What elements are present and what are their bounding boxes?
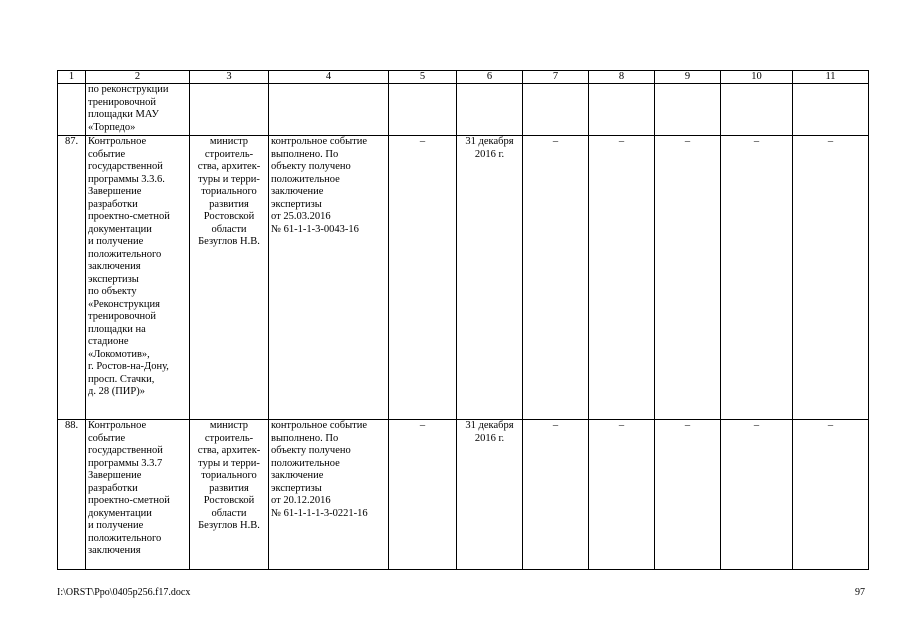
table-cell: [389, 84, 457, 136]
page-number: 97: [855, 587, 865, 598]
status-text: контрольное событие выполнено. По объекту получено положительное заключение экспертизы от 25.03.2016 № 61-1-1-3-0043-16: [269, 136, 389, 420]
header-cell: 2: [86, 71, 190, 84]
table-row: [58, 136, 869, 420]
table-cell: –: [389, 420, 457, 570]
table-cell: [655, 84, 721, 136]
table-cell: –: [589, 420, 655, 570]
table-cell: [523, 84, 589, 136]
table-cell: –: [793, 136, 869, 420]
event-description: Контрольное событие государственной программы 3.3.6. Завершение разработки проектно-сметной документации и получение положительного заключения экспертизы по объекту «Реконструкция тренировочной площадки на стадионе «Локомотив», г. Ростов-на-Дону, просп. Стачки, д. 28 (ПИР)»: [86, 136, 190, 420]
table-cell: [269, 84, 389, 136]
table-cell: –: [523, 136, 589, 420]
header-cell: 6: [457, 71, 523, 84]
deadline-date: 31 декабря 2016 г.: [457, 420, 523, 570]
header-cell: 10: [721, 71, 793, 84]
header-cell: 4: [269, 71, 389, 84]
responsible-person: министр строитель- ства, архитек- туры и терри- ториального развития Ростовской области Безуглов Н.В.: [190, 136, 269, 420]
header-cell: 5: [389, 71, 457, 84]
table-cell: –: [589, 136, 655, 420]
table-cell: [457, 84, 523, 136]
deadline-date: 31 декабря 2016 г.: [457, 136, 523, 420]
header-cell: 1: [58, 71, 86, 84]
table-cell: –: [721, 136, 793, 420]
document-table: [57, 70, 869, 570]
table-cell: –: [793, 420, 869, 570]
row-number: 88.: [58, 420, 86, 570]
header-cell: 8: [589, 71, 655, 84]
header-row: [58, 71, 869, 84]
header-cell: 9: [655, 71, 721, 84]
footer-file-path: I:\ORST\Ppo\0405p256.f17.docx: [57, 587, 191, 598]
header-cell: 7: [523, 71, 589, 84]
responsible-person: министр строитель- ства, архитек- туры и терри- ториального развития Ростовской области Безуглов Н.В.: [190, 420, 269, 570]
header-cell: 11: [793, 71, 869, 84]
status-text: контрольное событие выполнено. По объекту получено положительное заключение экспертизы от 20.12.2016 № 61-1-1-1-3-0221-16: [269, 420, 389, 570]
table-cell: [721, 84, 793, 136]
table-cell: [190, 84, 269, 136]
table-cell: [589, 84, 655, 136]
table-cell: –: [721, 420, 793, 570]
continuation-row: [58, 84, 869, 136]
table-cell: –: [389, 136, 457, 420]
table-row: [58, 420, 869, 570]
event-description: Контрольное событие государственной программы 3.3.7 Завершение разработки проектно-сметной документации и получение положительного заключения: [86, 420, 190, 570]
row-number: 87.: [58, 136, 86, 420]
table-cell: –: [523, 420, 589, 570]
table-cell: [793, 84, 869, 136]
continuation-text: по реконструкции тренировочной площадки МАУ «Торпедо»: [86, 84, 190, 136]
table-cell: –: [655, 420, 721, 570]
table-cell: [58, 84, 86, 136]
header-cell: 3: [190, 71, 269, 84]
table-cell: –: [655, 136, 721, 420]
